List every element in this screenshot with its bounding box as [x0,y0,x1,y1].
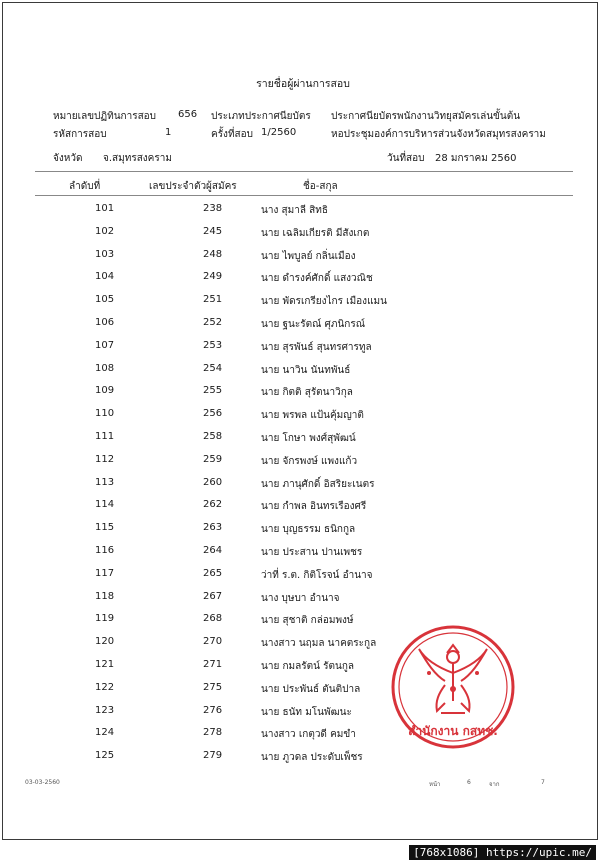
column-header-name: ชื่อ-สกุล [303,181,338,192]
row-number: 103 [95,248,115,260]
row-number: 114 [95,499,115,511]
applicant-id: 254 [203,362,223,374]
applicant-id: 248 [203,248,223,260]
applicant-name: นาย ฐนะรัตณ์ ศุภนิกรณ์ [261,318,366,330]
applicant-name: นาย ประสาน ปานเพชร [261,546,363,558]
province-value: จ.สมุทรสงคราม [103,153,172,164]
table-row [3,383,600,406]
exam-code-value: 1 [165,127,172,138]
applicant-id: 278 [203,727,223,739]
table-row [3,224,600,247]
footer-left-code: 03-03-2560 [25,779,60,786]
applicant-name: นาย ไพบูลย์ กลิ่นเมือง [261,250,356,262]
row-number: 122 [95,681,115,693]
applicant-id: 245 [203,225,223,237]
table-row [3,315,600,338]
page-title: รายชื่อผู้ผ่านการสอบ [256,78,350,90]
applicant-name: นาย นาวิน นันทพันธ์ [261,364,351,376]
row-number: 108 [95,362,115,374]
row-number: 106 [95,316,115,328]
exam-round-label: ครั้งที่สอบ [211,129,253,140]
applicant-name: นาย ประพันธ์ ตันติปาล [261,683,361,695]
row-number: 120 [95,636,115,648]
row-number: 112 [95,453,115,465]
row-number: 102 [95,225,115,237]
table-row [3,406,600,429]
footer-of-label: จาก [489,781,500,788]
exam-code-label: รหัสการสอบ [53,129,107,140]
applicant-id: 249 [203,271,223,283]
certificate-type-label: ประเภทประกาศนียบัตร [211,111,311,122]
row-number: 125 [95,750,115,762]
row-number: 115 [95,522,115,534]
applicant-id: 258 [203,430,223,442]
row-number: 119 [95,613,115,625]
row-number: 113 [95,476,115,488]
table-row [3,497,600,520]
applicant-id: 260 [203,476,223,488]
table-row [3,292,600,315]
table-row [3,566,600,589]
row-number: 105 [95,294,115,306]
applicant-id: 252 [203,316,223,328]
table-row [3,543,600,566]
applicant-id: 265 [203,567,223,579]
applicant-id: 270 [203,636,223,648]
applicant-name: นาย สุชาติ กล่อมพงษ์ [261,615,354,627]
row-number: 104 [95,271,115,283]
footer-page-number: 6 [467,779,471,786]
applicant-name: ว่าที่ ร.ต. กิติโรจน์ อำนาจ [261,569,373,581]
table-row [3,589,600,612]
applicant-name: นาย ดำรงค์ศักดิ์ แสงวณิช [261,273,373,285]
exam-round-value: 1/2560 [261,127,297,138]
row-number: 107 [95,339,115,351]
exam-calendar-value: 656 [178,109,198,120]
applicant-name: นางสาว นฤมล นาคตระกูล [261,638,377,650]
exam-calendar-label: หมายเลขปฏิทินการสอบ [53,111,157,122]
table-row [3,247,600,270]
row-number: 117 [95,567,115,579]
row-number: 109 [95,385,115,397]
applicant-name: นาย กิตติ สุรัตนาวิกุล [261,387,353,399]
applicant-name: นาง สุมาลี สิทธิ [261,205,328,216]
table-row [3,452,600,475]
exam-venue-value: หอประชุมองค์การบริหารส่วนจังหวัดสมุทรสงคราม [331,129,546,140]
applicant-name: นาย ภานุศักดิ์ อิสริยะเนตร [261,478,375,490]
applicant-id: 251 [203,294,223,306]
table-row [3,269,600,292]
exam-date-value: 28 มกราคม 2560 [435,153,517,164]
document-page [2,2,598,840]
row-number: 123 [95,704,115,716]
applicant-id: 259 [203,453,223,465]
header-divider [35,171,573,172]
nbtc-seal-icon [389,623,517,751]
applicant-name: นาย จักรพงษ์ แพงแก้ว [261,455,358,467]
table-row [3,520,600,543]
exam-date-label: วันที่สอบ [387,153,425,164]
row-number: 124 [95,727,115,739]
column-header-id: เลขประจำตัวผู้สมัคร [149,181,237,192]
row-number: 101 [95,203,115,214]
applicant-id: 238 [203,203,223,214]
column-header-no: ลำดับที่ [69,181,101,192]
table-row [3,429,600,452]
applicant-name: นาย กมลรัตน์ รัตนกูล [261,660,355,672]
applicant-name: นาย พรพล แป้นคุ้มญาติ [261,410,364,422]
table-row [3,338,600,361]
applicant-name: นาย สุรพันธ์ สุนทรศารทูล [261,341,372,353]
applicant-id: 276 [203,704,223,716]
table-row [3,475,600,498]
applicant-name: นาย ธนัท มโนพัฒนะ [261,706,352,718]
table-row [3,361,600,384]
row-number: 111 [95,430,115,442]
applicant-name: นาย เฉลิมเกียรติ มีสังเกต [261,227,370,239]
row-number: 110 [95,408,115,420]
applicant-name: นาย โกษา พงศ์สุพัฒน์ [261,432,356,444]
footer-page-total: 7 [541,779,545,786]
row-number: 118 [95,590,115,602]
applicant-id: 267 [203,590,223,602]
applicant-id: 271 [203,658,223,670]
applicant-name: นาย พัดรเกรียงไกร เมืองแมน [261,296,387,308]
footer-page-label: หน้า [429,781,441,788]
applicant-id: 279 [203,750,223,762]
applicant-id: 262 [203,499,223,511]
applicant-name: นางสาว เกตุวดี คมขำ [261,729,356,741]
column-divider [35,195,573,196]
applicant-id: 255 [203,385,223,397]
certificate-type-value: ประกาศนียบัตรพนักงานวิทยุสมัครเล่นขั้นต้น [331,111,521,122]
applicant-name: นาง บุษบา อำนาจ [261,592,340,604]
watermark-label: [768x1086] https://upic.me/ [409,845,596,860]
applicant-id: 256 [203,408,223,420]
table-row [3,201,600,224]
seal-text: สำนักงาน กสทช. [408,724,498,738]
province-label: จังหวัด [53,153,83,164]
applicant-name: นาย กำพล อินทรเรืองศรี [261,501,367,513]
applicant-name: นาย บุญธรรม ธนิกกูล [261,524,356,536]
applicant-id: 263 [203,522,223,534]
table-row [3,748,600,771]
row-number: 121 [95,658,115,670]
applicant-id: 264 [203,544,223,556]
row-number: 116 [95,544,115,556]
applicant-id: 253 [203,339,223,351]
applicant-id: 275 [203,681,223,693]
applicant-name: นาย ภูวดล ประดับเพ็ชร [261,752,363,764]
applicant-id: 268 [203,613,223,625]
